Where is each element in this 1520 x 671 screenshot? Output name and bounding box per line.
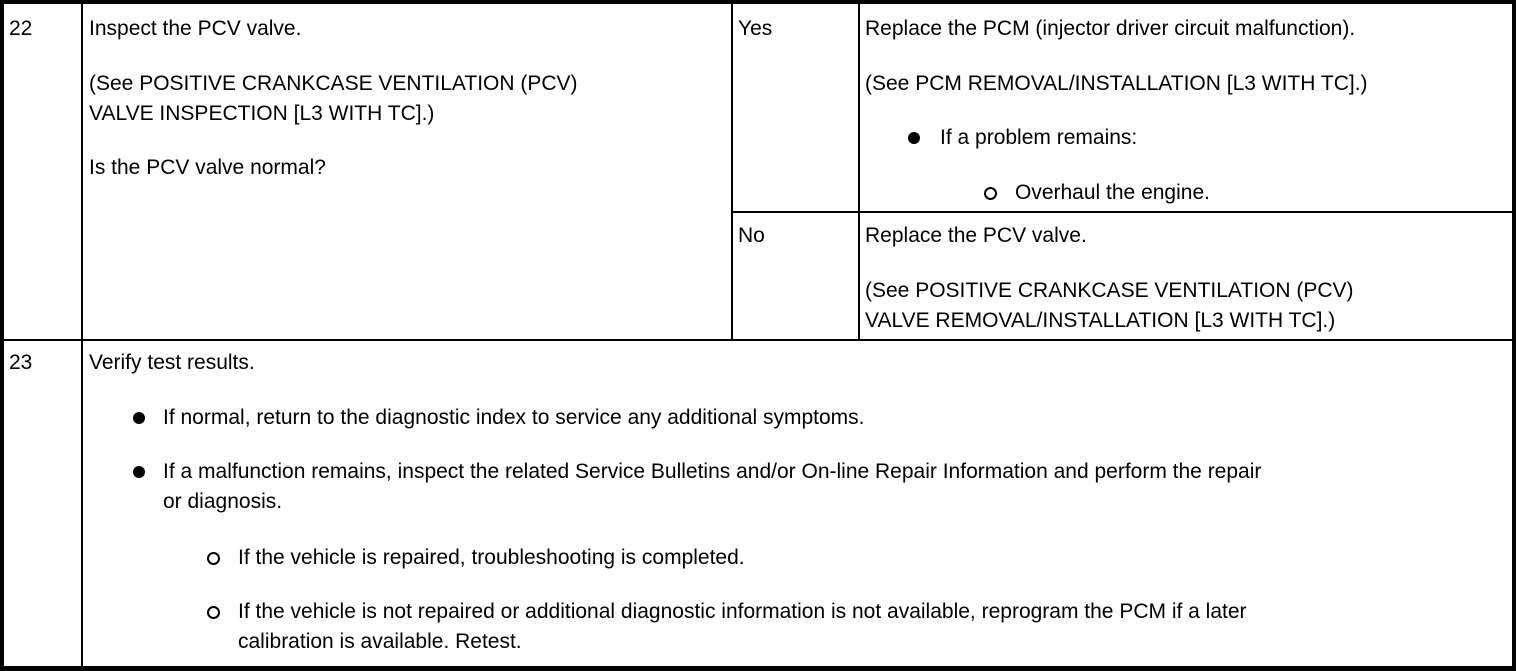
verify-bullet-malfunction-line-2: or diagnosis. bbox=[163, 490, 283, 513]
sub-bullet-icon bbox=[984, 187, 997, 200]
row-divider-yes-no bbox=[731, 211, 1512, 213]
verify-heading: Verify test results. bbox=[89, 351, 255, 374]
yes-result-sub-bullet: Overhaul the engine. bbox=[1015, 181, 1210, 204]
bullet-icon bbox=[133, 466, 145, 478]
step-number-22: 22 bbox=[9, 17, 33, 40]
step-number-23: 23 bbox=[9, 351, 33, 374]
no-result-line: Replace the PCV valve. bbox=[865, 224, 1087, 247]
yes-result-bullet: If a problem remains: bbox=[940, 126, 1138, 149]
action-reference-line-2: VALVE INSPECTION [L3 WITH TC].) bbox=[89, 102, 435, 125]
action-question: Is the PCV valve normal? bbox=[89, 156, 326, 179]
row-divider-22-23 bbox=[0, 339, 1512, 341]
answer-no: No bbox=[738, 224, 765, 247]
verify-bullet-malfunction-line-1: If a malfunction remains, inspect the related Service Bulletins and/or On-line Repair Information and perform the repair bbox=[163, 460, 1262, 483]
no-result-reference-line-2: VALVE REMOVAL/INSTALLATION [L3 WITH TC].) bbox=[865, 309, 1336, 332]
bullet-icon bbox=[133, 412, 145, 424]
yes-result-line: Replace the PCM (injector driver circuit malfunction). bbox=[865, 17, 1356, 40]
verify-sub-bullet-repaired: If the vehicle is repaired, troubleshooting is completed. bbox=[238, 546, 745, 569]
verify-sub-bullet-not-repaired-line-2: calibration is available. Retest. bbox=[238, 630, 522, 653]
sub-bullet-icon bbox=[207, 606, 220, 619]
no-result-reference-line-1: (See POSITIVE CRANKCASE VENTILATION (PCV) bbox=[865, 279, 1354, 302]
column-divider-action bbox=[731, 0, 733, 340]
sub-bullet-icon bbox=[207, 552, 220, 565]
column-divider-answer bbox=[858, 0, 860, 340]
verify-sub-bullet-not-repaired-line-1: If the vehicle is not repaired or additional diagnostic information is not available, reprogram the PCM if a later bbox=[238, 600, 1247, 623]
verify-bullet-normal: If normal, return to the diagnostic index to service any additional symptoms. bbox=[163, 406, 865, 429]
bullet-icon bbox=[908, 132, 920, 144]
action-reference-line-1: (See POSITIVE CRANKCASE VENTILATION (PCV) bbox=[89, 72, 578, 95]
action-line: Inspect the PCV valve. bbox=[89, 17, 302, 40]
column-divider-step bbox=[81, 0, 83, 670]
yes-result-reference: (See PCM REMOVAL/INSTALLATION [L3 WITH TC].) bbox=[865, 72, 1368, 95]
answer-yes: Yes bbox=[738, 17, 773, 40]
